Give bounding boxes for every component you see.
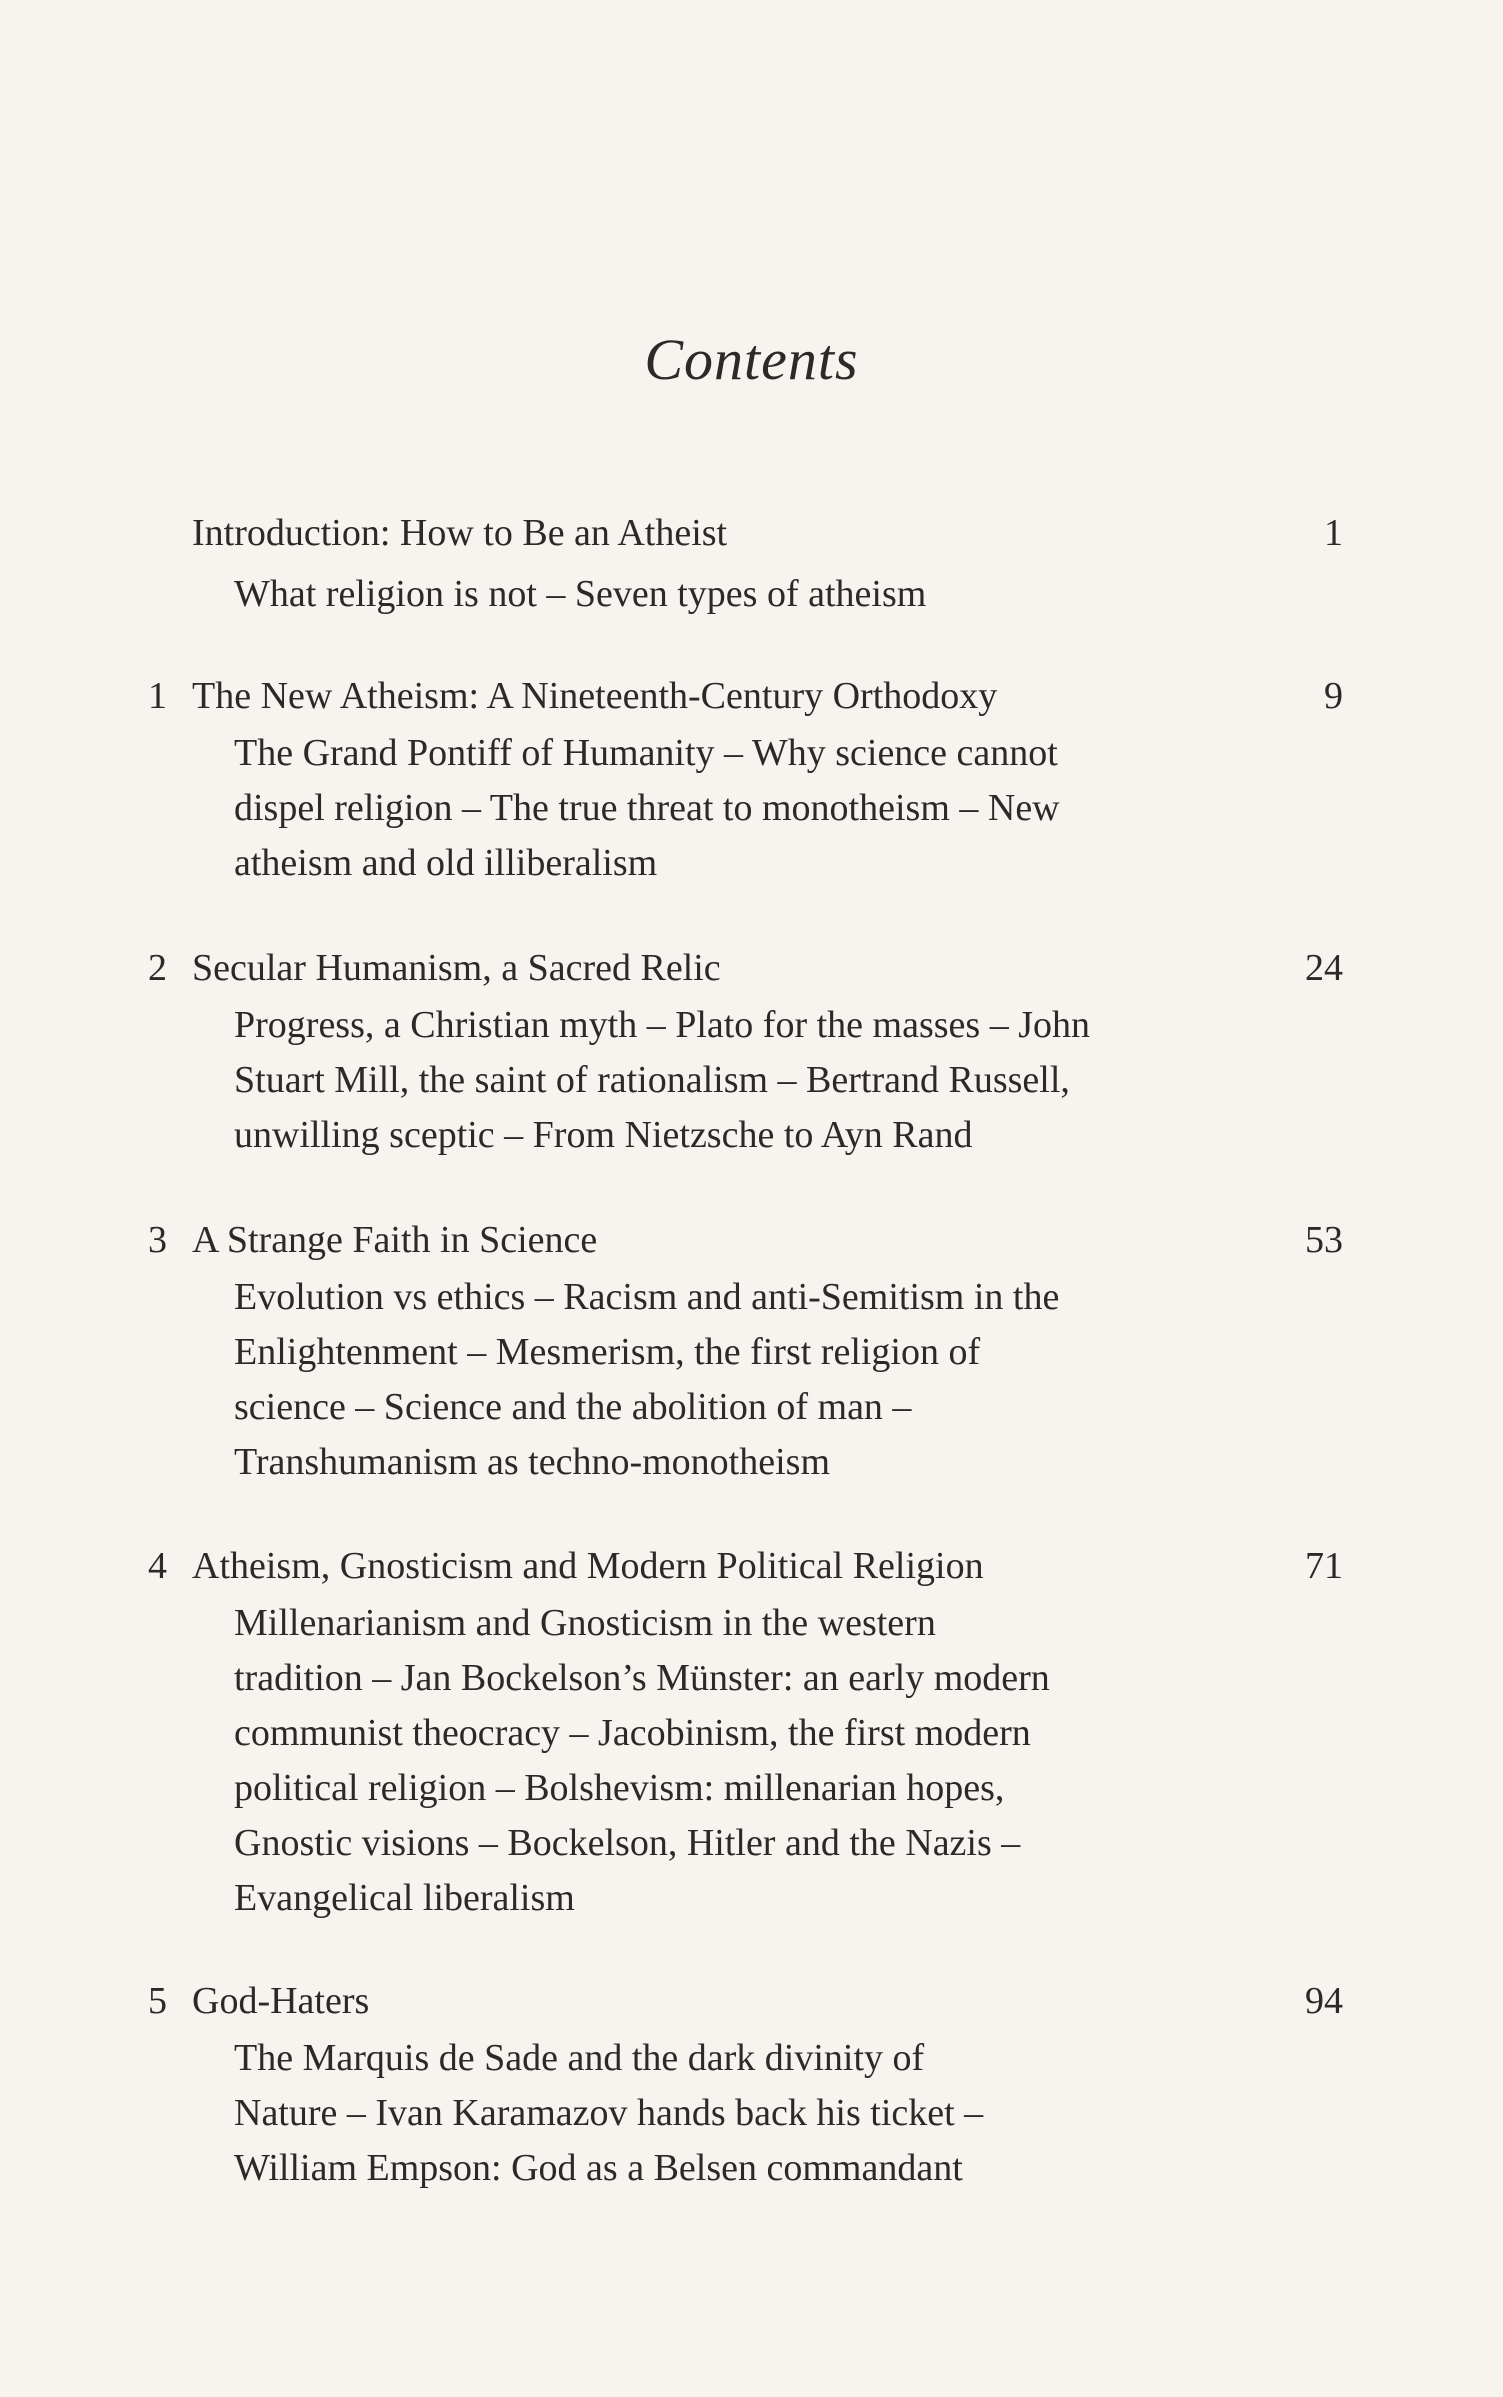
chapter-description	[234, 998, 1254, 1163]
description-line: Millenarianism and Gnosticism in the western	[234, 1602, 936, 1644]
chapter-number: 3	[148, 1219, 167, 1261]
chapter-title: The New Atheism: A Nineteenth-Century Orthodoxy	[192, 675, 998, 717]
description-line: Gnostic visions – Bockelson, Hitler and the Nazis –	[234, 1822, 1021, 1864]
description-line: The Marquis de Sade and the dark divinity of	[234, 2037, 925, 2079]
description-line: Progress, a Christian myth – Plato for the masses – John	[234, 1004, 1090, 1046]
description-line: William Empson: God as a Belsen commandant	[234, 2147, 963, 2189]
description-line: Nature – Ivan Karamazov hands back his ticket –	[234, 2092, 984, 2134]
chapter-number: 1	[148, 675, 167, 717]
description-line: Transhumanism as techno-monotheism	[234, 1441, 830, 1483]
chapter-title: God-Haters	[192, 1980, 370, 2022]
page-number: 53	[1305, 1219, 1343, 1261]
chapter-title: A Strange Faith in Science	[192, 1219, 598, 1261]
chapter-description	[234, 726, 1254, 891]
chapter-description	[234, 567, 1254, 622]
description-line: atheism and old illiberalism	[234, 842, 658, 884]
chapter-number: 2	[148, 947, 167, 989]
description-line: tradition – Jan Bockelson’s Münster: an early modern	[234, 1657, 1050, 1699]
page-number: 94	[1305, 1980, 1343, 2022]
description-line: dispel religion – The true threat to monotheism – New	[234, 787, 1060, 829]
chapter-description	[234, 2031, 1254, 2196]
description-line: Evangelical liberalism	[234, 1877, 575, 1919]
chapter-number: 5	[148, 1980, 167, 2022]
description-line: unwilling sceptic – From Nietzsche to Ayn Rand	[234, 1114, 973, 1156]
chapter-title: Introduction: How to Be an Atheist	[192, 512, 728, 554]
description-line: science – Science and the abolition of man –	[234, 1386, 912, 1428]
description-line: The Grand Pontiff of Humanity – Why science cannot	[234, 732, 1058, 774]
description-line: Enlightenment – Mesmerism, the first religion of	[234, 1331, 981, 1373]
page-number: 1	[1324, 512, 1343, 554]
page-title: Contents	[644, 327, 859, 392]
chapter-description	[234, 1596, 1254, 1926]
page-number: 71	[1305, 1545, 1343, 1587]
page-number: 9	[1324, 675, 1343, 717]
page-number: 24	[1305, 947, 1343, 989]
chapter-title: Atheism, Gnosticism and Modern Political Religion	[192, 1545, 984, 1587]
chapter-title: Secular Humanism, a Sacred Relic	[192, 947, 721, 989]
description-line: Evolution vs ethics – Racism and anti-Semitism in the	[234, 1276, 1060, 1318]
description-line: Stuart Mill, the saint of rationalism – Bertrand Russell,	[234, 1059, 1070, 1101]
description-line: communist theocracy – Jacobinism, the first modern	[234, 1712, 1031, 1754]
chapter-number: 4	[148, 1545, 167, 1587]
chapter-description	[234, 1270, 1254, 1490]
description-line: What religion is not – Seven types of atheism	[234, 573, 927, 615]
description-line: political religion – Bolshevism: millenarian hopes,	[234, 1767, 1005, 1809]
